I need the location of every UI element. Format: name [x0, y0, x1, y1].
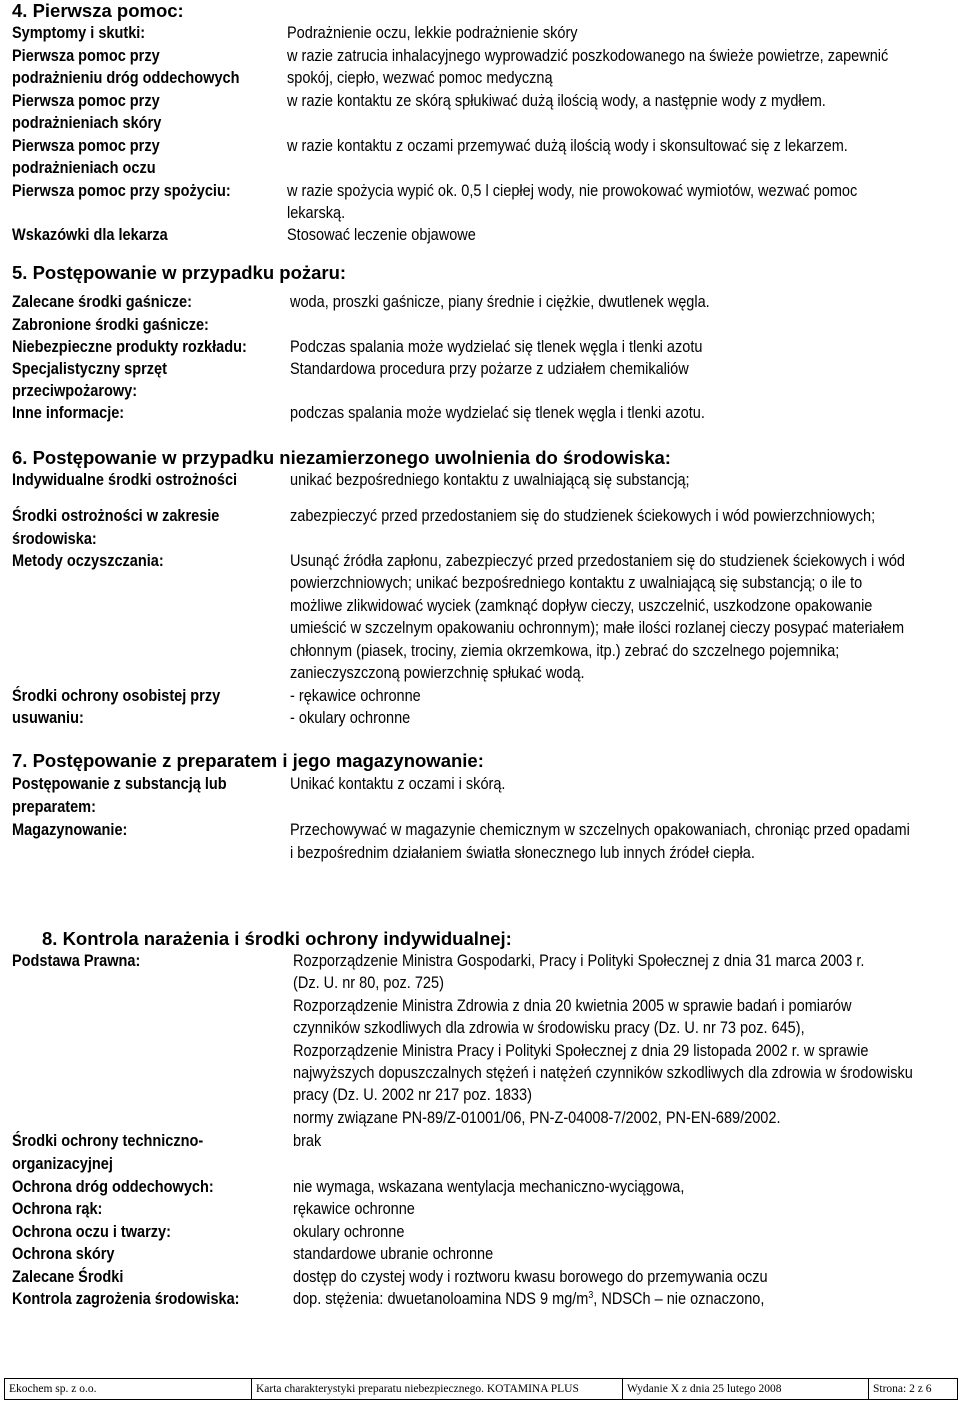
- section-5-heading: 5. Postępowanie w przypadku pożaru:: [12, 262, 347, 283]
- skin-first-aid-label-2: podrażnieniach skóry: [12, 114, 162, 132]
- technical-measures-label-2: organizacyjnej: [12, 1155, 113, 1173]
- legal-line: (Dz. U. nr 80, poz. 725): [293, 974, 444, 993]
- symptoms-label: Symptomy i skutki:: [12, 24, 146, 42]
- hand-protection-value: rękawice ochronne: [293, 1200, 415, 1218]
- cleanup-line: możliwe zlikwidować wyciek (zamknąć dopływ cieczy, uszczelnić, uszkodzone opakowanie: [290, 596, 873, 615]
- firefighting-equipment-label: Specjalistyczny sprzęt: [12, 360, 167, 378]
- personal-protection-removal-label-2: usuwaniu:: [12, 709, 84, 727]
- personal-precautions-value: unikać bezpośredniego kontaktu z uwalniającą się substancją;: [290, 471, 690, 489]
- legal-line: czynników szkodliwych dla zdrowia w środowisku pracy (Dz. U. nr 73 poz. 645),: [293, 1019, 805, 1038]
- skin-first-aid-label: Pierwsza pomoc przy: [12, 92, 160, 110]
- storage-label: Magazynowanie:: [12, 821, 128, 839]
- ingestion-first-aid-value-2: lekarską.: [287, 204, 346, 222]
- recommended-measures-value: dostęp do czystej wody i roztworu kwasu borowego do przemywania oczu: [293, 1268, 768, 1286]
- storage-value-2: i bezpośrednim działaniem światła słonecznego lub innych źródeł ciepła.: [290, 844, 755, 862]
- section-6-heading: 6. Postępowanie w przypadku niezamierzonego uwolnienia do środowiska:: [12, 447, 671, 468]
- footer-edition: Wydanie X z dnia 25 lutego 2008: [622, 1379, 868, 1399]
- legal-line: normy związane PN-89/Z-01001/06, PN-Z-04008-7/2002, PN-EN-689/2002.: [293, 1108, 781, 1127]
- respiratory-protection-value: nie wymaga, wskazana wentylacja mechaniczno-wyciągowa,: [293, 1178, 685, 1196]
- respiratory-protection-label: Ochrona dróg oddechowych:: [12, 1178, 214, 1196]
- eye-first-aid-label: Pierwsza pomoc przy: [12, 137, 160, 155]
- technical-measures-label: Środki ochrony techniczno-: [12, 1132, 204, 1150]
- legal-basis-value: [293, 950, 913, 1129]
- environmental-precautions-value: zabezpieczyć przed przedostaniem się do studzienek ściekowych i wód powierzchniowych;: [290, 507, 876, 525]
- protective-goggles-value: - okulary ochronne: [290, 709, 411, 727]
- cleanup-line: Usunąć źródła zapłonu, zabezpieczyć przed przedostaniem się do studzienek ściekowych i wód: [290, 552, 906, 570]
- recommended-extinguishing-value: woda, proszki gaśnicze, piany średnie i ciężkie, dwutlenek węgla.: [290, 293, 710, 311]
- cleanup-methods-label: Metody oczyszczania:: [12, 552, 164, 570]
- storage-value: Przechowywać w magazynie chemicznym w szczelnych opakowaniach, chroniąc przed opadami: [290, 821, 910, 839]
- doctor-notes-value: Stosować leczenie objawowe: [287, 226, 476, 244]
- environmental-precautions-label-2: środowiska:: [12, 530, 97, 548]
- legal-line: pracy (Dz. U. 2002 nr 217 poz. 1833): [293, 1086, 532, 1105]
- ingestion-first-aid-label: Pierwsza pomoc przy spożyciu:: [12, 182, 231, 200]
- forbidden-extinguishing-label: Zabronione środki gaśnicze:: [12, 316, 209, 334]
- section-8-heading: 8. Kontrola narażenia i środki ochrony indywidualnej:: [42, 928, 512, 949]
- cleanup-line: umieścić w szczelnym opakowaniu ochronnym); małe ilości rozlanej cieczy posypać materiałem: [290, 619, 905, 638]
- recommended-extinguishing-label: Zalecane środki gaśnicze:: [12, 293, 192, 311]
- skin-protection-label: Ochrona skóry: [12, 1245, 115, 1263]
- legal-basis-label: Podstawa Prawna:: [12, 952, 141, 970]
- footer-page-number: Strona: 2 z 6: [868, 1379, 957, 1399]
- personal-protection-removal-label: Środki ochrony osobistej przy: [12, 687, 221, 705]
- respiratory-first-aid-label-2: podrażnieniu dróg oddechowych: [12, 69, 240, 87]
- skin-protection-value: standardowe ubranie ochronne: [293, 1245, 494, 1263]
- cleanup-line: powierzchniowych; unikać bezpośredniego kontaktu z uwalniającą się substancją; o ile to: [290, 574, 863, 593]
- handling-label: Postępowanie z substancją lub: [12, 775, 227, 793]
- respiratory-first-aid-value: w razie zatrucia inhalacyjnego wyprowadzić poszkodowanego na świeże powietrze, zapewnić: [287, 47, 889, 65]
- skin-first-aid-value: w razie kontaktu ze skórą spłukiwać dużą ilością wody, a następnie wody z mydłem.: [287, 92, 826, 110]
- cleanup-methods-value: [290, 550, 905, 684]
- recommended-measures-label: Zalecane Środki: [12, 1268, 124, 1286]
- eye-first-aid-label-2: podrażnieniach oczu: [12, 159, 156, 177]
- handling-value: Unikać kontaktu z oczami i skórą.: [290, 775, 506, 793]
- eye-face-protection-label: Ochrona oczu i twarzy:: [12, 1223, 171, 1241]
- cleanup-line: zanieczyszczoną powierzchnię spłukać wodą.: [290, 664, 585, 683]
- respiratory-first-aid-label: Pierwsza pomoc przy: [12, 47, 160, 65]
- other-information-label: Inne informacje:: [12, 404, 125, 422]
- ingestion-first-aid-value: w razie spożycia wypić ok. 0,5 l ciepłej wody, nie prowokować wymiotów, wezwać pomoc: [287, 182, 858, 200]
- exposure-limit-text-2: , NDSCh – nie oznaczono,: [593, 1290, 765, 1308]
- legal-line: Rozporządzenie Ministra Gospodarki, Pracy i Polityki Społecznej z dnia 31 marca 2003 r.: [293, 952, 865, 970]
- technical-measures-value: brak: [293, 1132, 322, 1150]
- environmental-control-label: Kontrola zagrożenia środowiska:: [12, 1290, 240, 1308]
- eye-first-aid-value: w razie kontaktu z oczami przemywać dużą ilością wody i skonsultować się z lekarzem.: [287, 137, 848, 155]
- footer-document-title: Karta charakterystyki preparatu niebezpiecznego. KOTAMINA PLUS: [251, 1379, 622, 1399]
- firefighting-equipment-value: Standardowa procedura przy pożarze z udziałem chemikaliów: [290, 360, 689, 378]
- environmental-precautions-label: Środki ostrożności w zakresie: [12, 507, 220, 525]
- doctor-notes-label: Wskazówki dla lekarza: [12, 226, 168, 244]
- legal-line: najwyższych dopuszczalnych stężeń i natężeń czynników szkodliwych dla zdrowia w środowisku: [293, 1064, 913, 1083]
- handling-label-2: preparatem:: [12, 798, 96, 816]
- protective-gloves-value: - rękawice ochronne: [290, 687, 421, 705]
- other-information-value: podczas spalania może wydzielać się tlenek węgla i tlenki azotu.: [290, 404, 705, 422]
- unit-superscript: 3: [588, 1290, 594, 1301]
- eye-face-protection-value: okulary ochronne: [293, 1223, 405, 1241]
- firefighting-equipment-label-2: przeciwpożarowy:: [12, 382, 138, 400]
- page-footer: [4, 1378, 958, 1400]
- environmental-control-value: [293, 1288, 764, 1310]
- footer-company: Ekochem sp. z o.o.: [9, 1383, 97, 1395]
- section-4-heading: 4. Pierwsza pomoc:: [12, 0, 184, 21]
- section-7-heading: 7. Postępowanie z preparatem i jego magazynowanie:: [12, 750, 484, 771]
- legal-line: Rozporządzenie Ministra Pracy i Polityki Społecznej z dnia 29 listopada 2002 r. w sprawie: [293, 1041, 869, 1060]
- hazardous-decomposition-label: Niebezpieczne produkty rozkładu:: [12, 338, 247, 356]
- legal-line: Rozporządzenie Ministra Zdrowia z dnia 20 kwietnia 2005 w sprawie badań i pomiarów: [293, 996, 852, 1015]
- hand-protection-label: Ochrona rąk:: [12, 1200, 103, 1218]
- cleanup-line: chłonnym (piasek, trociny, ziemia okrzemkowa, itp.) zebrać do szczelnego pojemnika;: [290, 641, 840, 660]
- hazardous-decomposition-value: Podczas spalania może wydzielać się tlenek węgla i tlenki azotu: [290, 338, 703, 356]
- respiratory-first-aid-value-2: spokój, ciepło, wezwać pomoc medyczną: [287, 69, 553, 87]
- exposure-limit-text: dop. stężenia: dwuetanoloamina NDS 9 mg/m: [293, 1290, 589, 1308]
- personal-precautions-label: Indywidualne środki ostrożności: [12, 471, 238, 489]
- symptoms-value: Podrażnienie oczu, lekkie podrażnienie skóry: [287, 24, 578, 42]
